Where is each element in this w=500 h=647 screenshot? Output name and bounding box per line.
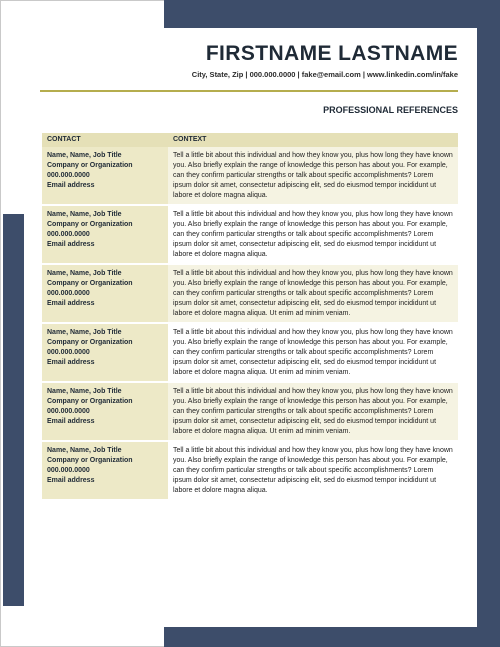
reference-context: Tell a little bit about this individual and how they know you, plus how long they have known you. Also briefly explain the range of knowledge this person has about you. For example, can they confirm particular strengths or talk about specific accomplishments? Lorem ipsum dolor sit amet, consectetur adipiscing elit, sed do eiusmod tempor incididunt ut labore et dolore magna aliqua. <box>168 441 458 500</box>
section-title: PROFESSIONAL REFERENCES <box>323 105 458 115</box>
reference-context: Tell a little bit about this individual and how they know you, plus how long they have known you. Also briefly explain the range of knowledge this person has about you. For example, can they confirm particular strengths or talk about specific accomplishments? Lorem ipsum dolor sit amet, consectetur adipiscing elit, sed do eiusmod tempor incididunt ut labore et dolore magna aliqua. <box>168 147 458 205</box>
reference-contact-cell <box>42 323 168 382</box>
table-row <box>42 264 458 323</box>
table-row <box>42 323 458 382</box>
reference-email: Email address <box>47 241 95 248</box>
reference-context: Tell a little bit about this individual and how they know you, plus how long they have known you. Also briefly explain the range of knowledge this person has about you. For example, can they confirm particular strengths or talk about specific accomplishments? Lorem ipsum dolor sit amet, consectetur adipiscing elit, sed do eiusmod tempor incididunt ut labore et dolore magna aliqua. Ut enim ad minim veniam. <box>168 323 458 382</box>
reference-company: Company or Organization <box>47 221 133 228</box>
decorative-bar-bottom <box>164 627 500 647</box>
reference-phone: 000.000.0000 <box>47 408 90 415</box>
reference-contact-cell <box>42 264 168 323</box>
reference-phone: 000.000.0000 <box>47 290 90 297</box>
reference-company: Company or Organization <box>47 162 133 169</box>
reference-email: Email address <box>47 477 95 484</box>
reference-name: Name, Name, Job Title <box>47 270 122 277</box>
reference-phone: 000.000.0000 <box>47 467 90 474</box>
reference-name: Name, Name, Job Title <box>47 329 122 336</box>
decorative-bar-left <box>3 214 24 606</box>
reference-email: Email address <box>47 182 95 189</box>
reference-email: Email address <box>47 359 95 366</box>
reference-contact-cell <box>42 441 168 500</box>
decorative-bar-right <box>477 0 500 647</box>
column-header-context: CONTEXT <box>168 133 458 147</box>
table-row <box>42 441 458 500</box>
reference-email: Email address <box>47 300 95 307</box>
reference-phone: 000.000.0000 <box>47 231 90 238</box>
table-row <box>42 147 458 205</box>
table-row <box>42 382 458 441</box>
reference-phone: 000.000.0000 <box>47 172 90 179</box>
contact-info-line: City, State, Zip | 000.000.0000 | fake@email.com | www.linkedin.com/in/fake <box>191 70 458 79</box>
reference-name: Name, Name, Job Title <box>47 447 122 454</box>
reference-company: Company or Organization <box>47 398 133 405</box>
reference-contact-cell <box>42 205 168 264</box>
header-divider <box>40 90 458 92</box>
reference-context: Tell a little bit about this individual and how they know you, plus how long they have known you. Also briefly explain the range of knowledge this person has about you. For example, can they confirm particular strengths or talk about specific accomplishments? Lorem ipsum dolor sit amet, consectetur adipiscing elit, sed do eiusmod tempor incididunt ut labore et dolore magna aliqua. Ut enim ad minim veniam. <box>168 264 458 323</box>
reference-company: Company or Organization <box>47 457 133 464</box>
column-header-contact: CONTACT <box>42 133 168 147</box>
reference-name: Name, Name, Job Title <box>47 152 122 159</box>
applicant-name: FIRSTNAME LASTNAME <box>205 42 458 65</box>
reference-email: Email address <box>47 418 95 425</box>
reference-context: Tell a little bit about this individual and how they know you, plus how long they have known you. Also briefly explain the range of knowledge this person has about you. For example, can they confirm particular strengths or talk about specific accomplishments? Lorem ipsum dolor sit amet, consectetur adipiscing elit, sed do eiusmod tempor incididunt ut labore et dolore magna aliqua. <box>168 205 458 264</box>
reference-contact-cell <box>42 382 168 441</box>
references-table <box>42 133 458 501</box>
reference-name: Name, Name, Job Title <box>47 211 122 218</box>
table-header-row <box>42 133 458 147</box>
reference-company: Company or Organization <box>47 280 133 287</box>
reference-phone: 000.000.0000 <box>47 349 90 356</box>
reference-contact-cell <box>42 147 168 205</box>
reference-name: Name, Name, Job Title <box>47 388 122 395</box>
reference-company: Company or Organization <box>47 339 133 346</box>
table-row <box>42 205 458 264</box>
decorative-bar-top <box>164 0 500 28</box>
reference-context: Tell a little bit about this individual and how they know you, plus how long they have known you. Also briefly explain the range of knowledge this person has about you. For example, can they confirm particular strengths or talk about specific accomplishments? Lorem ipsum dolor sit amet, consectetur adipiscing elit, sed do eiusmod tempor incididunt ut labore et dolore magna aliqua. Ut enim ad minim veniam. <box>168 382 458 441</box>
